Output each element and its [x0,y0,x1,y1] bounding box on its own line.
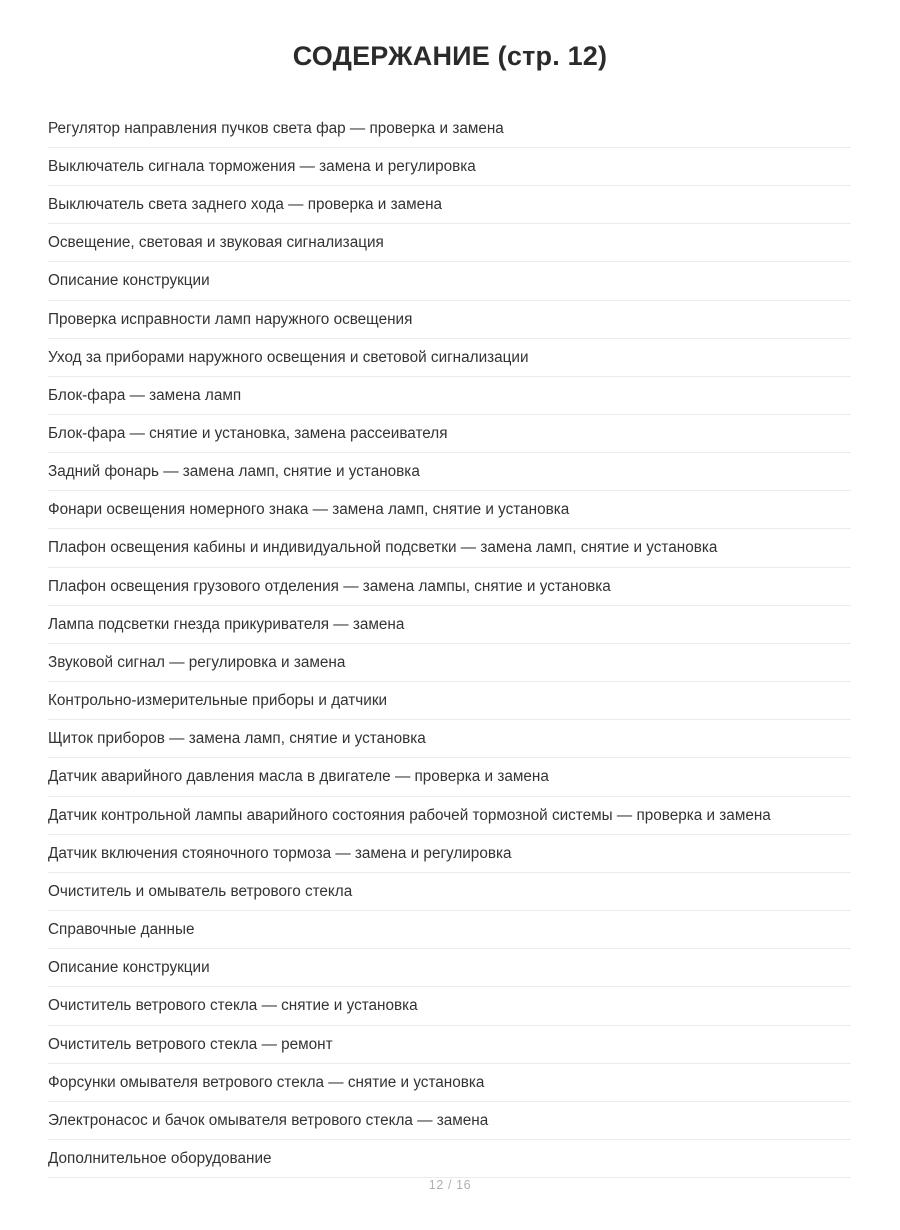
toc-entry[interactable]: Блок-фара — замена ламп [48,377,851,415]
toc-entry[interactable]: Звуковой сигнал — регулировка и замена [48,644,851,682]
toc-entry[interactable]: Регулятор направления пучков света фар — проверка и замена [48,101,851,148]
toc-entry[interactable]: Описание конструкции [48,949,851,987]
toc-entry[interactable]: Датчик включения стояночного тормоза — замена и регулировка [48,835,851,873]
toc-entry[interactable]: Задний фонарь — замена ламп, снятие и установка [48,453,851,491]
toc-entry[interactable]: Очиститель ветрового стекла — ремонт [48,1026,851,1064]
toc-entry[interactable]: Форсунки омывателя ветрового стекла — снятие и установка [48,1064,851,1102]
toc-entry[interactable]: Щиток приборов — замена ламп, снятие и установка [48,720,851,758]
toc-entry[interactable]: Блок-фара — снятие и установка, замена рассеивателя [48,415,851,453]
table-of-contents-list [48,101,851,1178]
toc-entry[interactable]: Плафон освещения грузового отделения — замена лампы, снятие и установка [48,568,851,606]
toc-entry[interactable]: Электронасос и бачок омывателя ветрового стекла — замена [48,1102,851,1140]
toc-entry[interactable]: Выключатель света заднего хода — проверка и замена [48,186,851,224]
toc-entry[interactable]: Плафон освещения кабины и индивидуальной подсветки — замена ламп, снятие и установка [48,529,851,567]
toc-entry[interactable]: Дополнительное оборудование [48,1140,851,1178]
toc-entry[interactable]: Контрольно-измерительные приборы и датчики [48,682,851,720]
toc-entry[interactable]: Фонари освещения номерного знака — замена ламп, снятие и установка [48,491,851,529]
toc-entry[interactable]: Лампа подсветки гнезда прикуривателя — замена [48,606,851,644]
toc-entry[interactable]: Справочные данные [48,911,851,949]
page-number-footer: 12 / 16 [428,1178,472,1193]
toc-entry[interactable]: Освещение, световая и звуковая сигнализация [48,224,851,262]
toc-entry[interactable]: Очиститель ветрового стекла — снятие и установка [48,987,851,1025]
toc-entry[interactable]: Описание конструкции [48,262,851,300]
toc-entry[interactable]: Выключатель сигнала торможения — замена и регулировка [48,148,851,186]
toc-entry[interactable]: Проверка исправности ламп наружного освещения [48,301,851,339]
toc-entry[interactable]: Датчик контрольной лампы аварийного состояния рабочей тормозной системы — проверка и замена [48,797,851,835]
page-title: СОДЕРЖАНИЕ (стр. 12) [292,41,608,71]
toc-entry[interactable]: Уход за приборами наружного освещения и световой сигнализации [48,339,851,377]
toc-entry[interactable]: Очиститель и омыватель ветрового стекла [48,873,851,911]
toc-entry[interactable]: Датчик аварийного давления масла в двигателе — проверка и замена [48,758,851,796]
